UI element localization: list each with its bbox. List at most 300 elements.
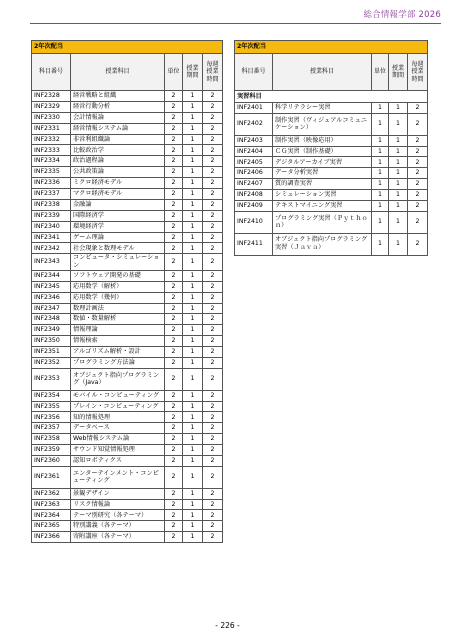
hours-value: 2 (203, 445, 223, 456)
period-value: 1 (183, 91, 203, 102)
course-name: プログラミング実習（Ｐｙｔｈｏｎ） (273, 211, 372, 233)
credits-value: 2 (165, 401, 183, 412)
course-name: 景観デザイン (71, 488, 165, 499)
credits-value: 2 (165, 178, 183, 189)
hours-value: 2 (203, 434, 223, 445)
period-value: 1 (389, 201, 408, 212)
period-value: 1 (183, 254, 203, 271)
course-code: INF2405 (235, 157, 273, 168)
credits-value: 1 (372, 135, 389, 146)
col-header-code: 科目番号 (235, 54, 273, 91)
table-row (32, 145, 223, 156)
course-name: 社会現象と数理モデル (71, 243, 165, 254)
hours-value: 2 (408, 201, 428, 212)
year-band (235, 41, 428, 54)
course-code: INF2407 (235, 179, 273, 190)
credits-value: 2 (165, 412, 183, 423)
year-label: 2年次配当 (235, 41, 428, 54)
credits-value: 2 (165, 292, 183, 303)
hours-value: 2 (203, 281, 223, 292)
course-name: 公共政策論 (71, 167, 165, 178)
period-value: 1 (389, 146, 408, 157)
document-header-title: 総合情報学部 2026 (363, 10, 441, 20)
period-value: 1 (183, 532, 203, 543)
course-code: INF2337 (32, 189, 71, 200)
table-row (235, 135, 428, 146)
course-name: 制作実習（ヴィジュアルコミュニケーション） (273, 113, 372, 135)
course-name: 政治過程論 (71, 156, 165, 167)
course-code: INF2351 (32, 347, 71, 358)
period-value: 1 (183, 123, 203, 134)
period-value: 1 (183, 466, 203, 488)
hours-value: 2 (203, 243, 223, 254)
course-name: 応用数学（解析） (71, 281, 165, 292)
period-value: 1 (389, 168, 408, 179)
credits-value: 2 (165, 423, 183, 434)
hours-value: 2 (203, 357, 223, 368)
course-name: リスク情報論 (71, 499, 165, 510)
credits-value: 1 (372, 157, 389, 168)
hours-value: 2 (203, 466, 223, 488)
period-value: 1 (183, 401, 203, 412)
course-name: プログラミング方法論 (71, 357, 165, 368)
table-row (235, 113, 428, 135)
credits-value: 1 (372, 201, 389, 212)
table-row (235, 146, 428, 157)
course-name: 応用数学（幾何） (71, 292, 165, 303)
course-name: オブジェクト指向プログラミング実習（Ｊａｖａ） (273, 233, 372, 255)
col-header-name: 授業科目 (273, 54, 372, 91)
period-value: 1 (183, 423, 203, 434)
course-name: 経営情報システム論 (71, 123, 165, 134)
table-row (32, 401, 223, 412)
credits-value: 2 (165, 270, 183, 281)
course-code: INF2332 (32, 134, 71, 145)
hours-value: 2 (203, 112, 223, 123)
credits-value: 2 (165, 167, 183, 178)
table-row (235, 179, 428, 190)
col-header-name: 授業科目 (71, 54, 165, 91)
credits-value: 2 (165, 281, 183, 292)
course-code: INF2352 (32, 357, 71, 368)
period-value: 1 (183, 368, 203, 390)
course-code: INF2343 (32, 254, 71, 271)
period-value: 1 (183, 390, 203, 401)
course-name: 寄附講座（各テーマ） (71, 532, 165, 543)
period-value: 1 (183, 199, 203, 210)
credits-value: 2 (165, 510, 183, 521)
table-row (32, 101, 223, 112)
hours-value: 2 (203, 167, 223, 178)
course-code: INF2364 (32, 510, 71, 521)
col-header-period: 授業期間 (183, 54, 203, 91)
period-value: 1 (183, 221, 203, 232)
course-code: INF2353 (32, 368, 71, 390)
credits-value: 2 (165, 434, 183, 445)
hours-value: 2 (203, 532, 223, 543)
course-code: INF2348 (32, 314, 71, 325)
period-value: 1 (183, 488, 203, 499)
course-code: INF2341 (32, 232, 71, 243)
credits-value: 2 (165, 325, 183, 336)
period-value: 1 (389, 233, 408, 255)
course-name: 金融論 (71, 199, 165, 210)
period-value: 1 (183, 112, 203, 123)
hours-value: 2 (203, 401, 223, 412)
table-row (32, 532, 223, 543)
credits-value: 2 (165, 91, 183, 102)
credits-value: 2 (165, 445, 183, 456)
course-code: INF2357 (32, 423, 71, 434)
course-code: INF2366 (32, 532, 71, 543)
course-code: INF2360 (32, 456, 71, 467)
course-name: 情報検索 (71, 336, 165, 347)
period-value: 1 (389, 179, 408, 190)
course-code: INF2402 (235, 113, 273, 135)
period-value: 1 (183, 145, 203, 156)
credits-value: 1 (372, 168, 389, 179)
year-band (32, 41, 223, 54)
table-row (32, 434, 223, 445)
table-row (235, 103, 428, 114)
course-code: INF2335 (32, 167, 71, 178)
course-code: INF2340 (32, 221, 71, 232)
course-code: INF2346 (32, 292, 71, 303)
table-row (32, 412, 223, 423)
period-value: 1 (183, 134, 203, 145)
period-value: 1 (183, 189, 203, 200)
col-header-credits: 単位 (372, 54, 389, 91)
course-name: データ分析実習 (273, 168, 372, 179)
table-row (32, 456, 223, 467)
hours-value: 2 (203, 254, 223, 271)
course-code: INF2331 (32, 123, 71, 134)
credits-value: 2 (165, 134, 183, 145)
hours-value: 2 (203, 134, 223, 145)
period-value: 1 (183, 292, 203, 303)
table-row (32, 466, 223, 488)
table-row (32, 423, 223, 434)
period-value: 1 (183, 314, 203, 325)
credits-value: 2 (165, 357, 183, 368)
course-code: INF2342 (32, 243, 71, 254)
period-value: 1 (183, 270, 203, 281)
course-name: 比較政治学 (71, 145, 165, 156)
period-value: 1 (183, 357, 203, 368)
course-code: INF2359 (32, 445, 71, 456)
table-row (32, 189, 223, 200)
credits-value: 2 (165, 488, 183, 499)
credits-value: 2 (165, 156, 183, 167)
period-value: 1 (183, 445, 203, 456)
col-header-hours: 毎週授業時間 (203, 54, 223, 91)
hours-value: 2 (203, 325, 223, 336)
year-label: 2年次配当 (32, 41, 223, 54)
course-name: 国際経済学 (71, 210, 165, 221)
table-row (235, 168, 428, 179)
table-row (32, 156, 223, 167)
credits-value: 2 (165, 532, 183, 543)
hours-value: 2 (203, 189, 223, 200)
credits-value: 2 (165, 368, 183, 390)
credits-value: 2 (165, 336, 183, 347)
section-label: 実習科目 (235, 91, 428, 103)
course-code: INF2334 (32, 156, 71, 167)
credits-value: 2 (165, 466, 183, 488)
table-row (32, 336, 223, 347)
col-header-code: 科目番号 (32, 54, 71, 91)
hours-value: 2 (408, 211, 428, 233)
course-code: INF2344 (32, 270, 71, 281)
table-row (32, 254, 223, 271)
table-row (32, 91, 223, 102)
course-code: INF2330 (32, 112, 71, 123)
hours-value: 2 (203, 221, 223, 232)
course-name: 制作実習（映像応用） (273, 135, 372, 146)
table-row (32, 270, 223, 281)
hours-value: 2 (203, 123, 223, 134)
credits-value: 2 (165, 210, 183, 221)
hours-value: 2 (203, 314, 223, 325)
credits-value: 2 (165, 390, 183, 401)
course-name: エンターテインメント・コンピューティング (71, 466, 165, 488)
course-name: シミュレーション実習 (273, 190, 372, 201)
column-header-row (235, 54, 428, 91)
course-code: INF2354 (32, 390, 71, 401)
period-value: 1 (183, 232, 203, 243)
course-code: INF2347 (32, 303, 71, 314)
course-code: INF2406 (235, 168, 273, 179)
table-row (32, 167, 223, 178)
hours-value: 2 (203, 499, 223, 510)
course-code: INF2363 (32, 499, 71, 510)
course-code: INF2338 (32, 199, 71, 210)
course-name: データベース (71, 423, 165, 434)
credits-value: 2 (165, 521, 183, 532)
hours-value: 2 (408, 103, 428, 114)
period-value: 1 (183, 243, 203, 254)
course-name: マクロ経済モデル (71, 189, 165, 200)
period-value: 1 (183, 178, 203, 189)
course-name: ゲーム理論 (71, 232, 165, 243)
course-name: サウンド知覚情報処理 (71, 445, 165, 456)
hours-value: 2 (408, 233, 428, 255)
course-code: INF2328 (32, 91, 71, 102)
table-row (32, 347, 223, 358)
col-header-hours: 毎週授業時間 (408, 54, 428, 91)
period-value: 1 (389, 103, 408, 114)
hours-value: 2 (203, 303, 223, 314)
course-name: アルゴリズム解析・設計 (71, 347, 165, 358)
course-name: モバイル・コンピューティング (71, 390, 165, 401)
table-row (235, 157, 428, 168)
hours-value: 2 (203, 101, 223, 112)
course-name: デジタルアーカイブ実習 (273, 157, 372, 168)
course-code: INF2336 (32, 178, 71, 189)
course-code: INF2401 (235, 103, 273, 114)
col-header-credits: 単位 (165, 54, 183, 91)
credits-value: 2 (165, 254, 183, 271)
credits-value: 1 (372, 103, 389, 114)
table-row (235, 190, 428, 201)
credits-value: 1 (372, 179, 389, 190)
right-table-body (235, 103, 428, 256)
section-row (235, 91, 428, 103)
hours-value: 2 (203, 510, 223, 521)
course-code: INF2409 (235, 201, 273, 212)
period-value: 1 (183, 167, 203, 178)
table-row (32, 199, 223, 210)
table-row (32, 178, 223, 189)
table-row (32, 303, 223, 314)
table-row (32, 499, 223, 510)
credits-value: 2 (165, 232, 183, 243)
credits-value: 1 (372, 211, 389, 233)
hours-value: 2 (203, 521, 223, 532)
credits-value: 1 (372, 146, 389, 157)
credits-value: 2 (165, 199, 183, 210)
table-row (32, 210, 223, 221)
left-table-body (32, 91, 223, 543)
credits-value: 1 (372, 190, 389, 201)
course-name: プレイン・コンピューティング (71, 401, 165, 412)
course-code: INF2333 (32, 145, 71, 156)
hours-value: 2 (203, 336, 223, 347)
course-name: 数値・数量解析 (71, 314, 165, 325)
course-name: 認知ロボティクス (71, 456, 165, 467)
course-name: テキストマイニング実習 (273, 201, 372, 212)
hours-value: 2 (203, 91, 223, 102)
hours-value: 2 (203, 232, 223, 243)
hours-value: 2 (203, 390, 223, 401)
table-row (32, 232, 223, 243)
table-row (32, 357, 223, 368)
table-row (32, 368, 223, 390)
course-code: INF2329 (32, 101, 71, 112)
course-code: INF2345 (32, 281, 71, 292)
table-row (32, 488, 223, 499)
hours-value: 2 (408, 157, 428, 168)
course-code: INF2362 (32, 488, 71, 499)
credits-value: 1 (372, 113, 389, 135)
hours-value: 2 (203, 210, 223, 221)
hours-value: 2 (203, 368, 223, 390)
course-name: ソフトウェア開発の基礎 (71, 270, 165, 281)
credits-value: 1 (372, 233, 389, 255)
course-code: INF2411 (235, 233, 273, 255)
hours-value: 2 (203, 199, 223, 210)
credits-value: 2 (165, 456, 183, 467)
period-value: 1 (183, 281, 203, 292)
credits-value: 2 (165, 243, 183, 254)
period-value: 1 (183, 336, 203, 347)
table-row (32, 314, 223, 325)
table-row (32, 292, 223, 303)
hours-value: 2 (203, 270, 223, 281)
course-name: ミクロ経済モデル (71, 178, 165, 189)
period-value: 1 (183, 510, 203, 521)
period-value: 1 (389, 113, 408, 135)
credits-value: 2 (165, 221, 183, 232)
course-name: 非営利組織論 (71, 134, 165, 145)
table-row (32, 112, 223, 123)
credits-value: 2 (165, 314, 183, 325)
hours-value: 2 (408, 146, 428, 157)
hours-value: 2 (203, 423, 223, 434)
table-row (32, 521, 223, 532)
course-code: INF2365 (32, 521, 71, 532)
hours-value: 2 (408, 190, 428, 201)
course-name: 質的調査実習 (273, 179, 372, 190)
course-name: 経営行動分析 (71, 101, 165, 112)
table-row (32, 390, 223, 401)
right-course-table (234, 40, 428, 256)
course-name: 数理計画法 (71, 303, 165, 314)
credits-value: 2 (165, 112, 183, 123)
hours-value: 2 (408, 113, 428, 135)
table-row (32, 221, 223, 232)
page-number: - 226 - (215, 621, 240, 630)
credits-value: 2 (165, 303, 183, 314)
course-code: INF2356 (32, 412, 71, 423)
table-row (32, 123, 223, 134)
period-value: 1 (389, 157, 408, 168)
table-row (32, 281, 223, 292)
credits-value: 2 (165, 101, 183, 112)
period-value: 1 (183, 521, 203, 532)
course-name: オブジェクト指向プログラミング（Java） (71, 368, 165, 390)
period-value: 1 (183, 325, 203, 336)
column-header-row (32, 54, 223, 91)
hours-value: 2 (408, 179, 428, 190)
course-name: 情報理論 (71, 325, 165, 336)
period-value: 1 (183, 210, 203, 221)
course-name: 環境経済学 (71, 221, 165, 232)
course-name: Web情報システム論 (71, 434, 165, 445)
period-value: 1 (389, 190, 408, 201)
table-row (32, 325, 223, 336)
table-row (235, 211, 428, 233)
course-name: 会計情報論 (71, 112, 165, 123)
course-code: INF2358 (32, 434, 71, 445)
credits-value: 2 (165, 347, 183, 358)
left-course-table (31, 40, 223, 543)
course-code: INF2408 (235, 190, 273, 201)
table-row (32, 243, 223, 254)
period-value: 1 (183, 303, 203, 314)
period-value: 1 (183, 101, 203, 112)
period-value: 1 (389, 135, 408, 146)
course-code: INF2339 (32, 210, 71, 221)
hours-value: 2 (203, 488, 223, 499)
hours-value: 2 (203, 178, 223, 189)
course-name: 知的情報処理 (71, 412, 165, 423)
credits-value: 2 (165, 123, 183, 134)
course-code: INF2361 (32, 466, 71, 488)
course-name: 経営戦略と組織 (71, 91, 165, 102)
course-code: INF2404 (235, 146, 273, 157)
course-name: コンピュータ・シミュレーション (71, 254, 165, 271)
course-name: 科学リテラシー実習 (273, 103, 372, 114)
hours-value: 2 (203, 145, 223, 156)
course-code: INF2410 (235, 211, 273, 233)
hours-value: 2 (408, 135, 428, 146)
table-row (32, 510, 223, 521)
hours-value: 2 (203, 292, 223, 303)
table-row (235, 233, 428, 255)
period-value: 1 (183, 347, 203, 358)
period-value: 1 (183, 456, 203, 467)
